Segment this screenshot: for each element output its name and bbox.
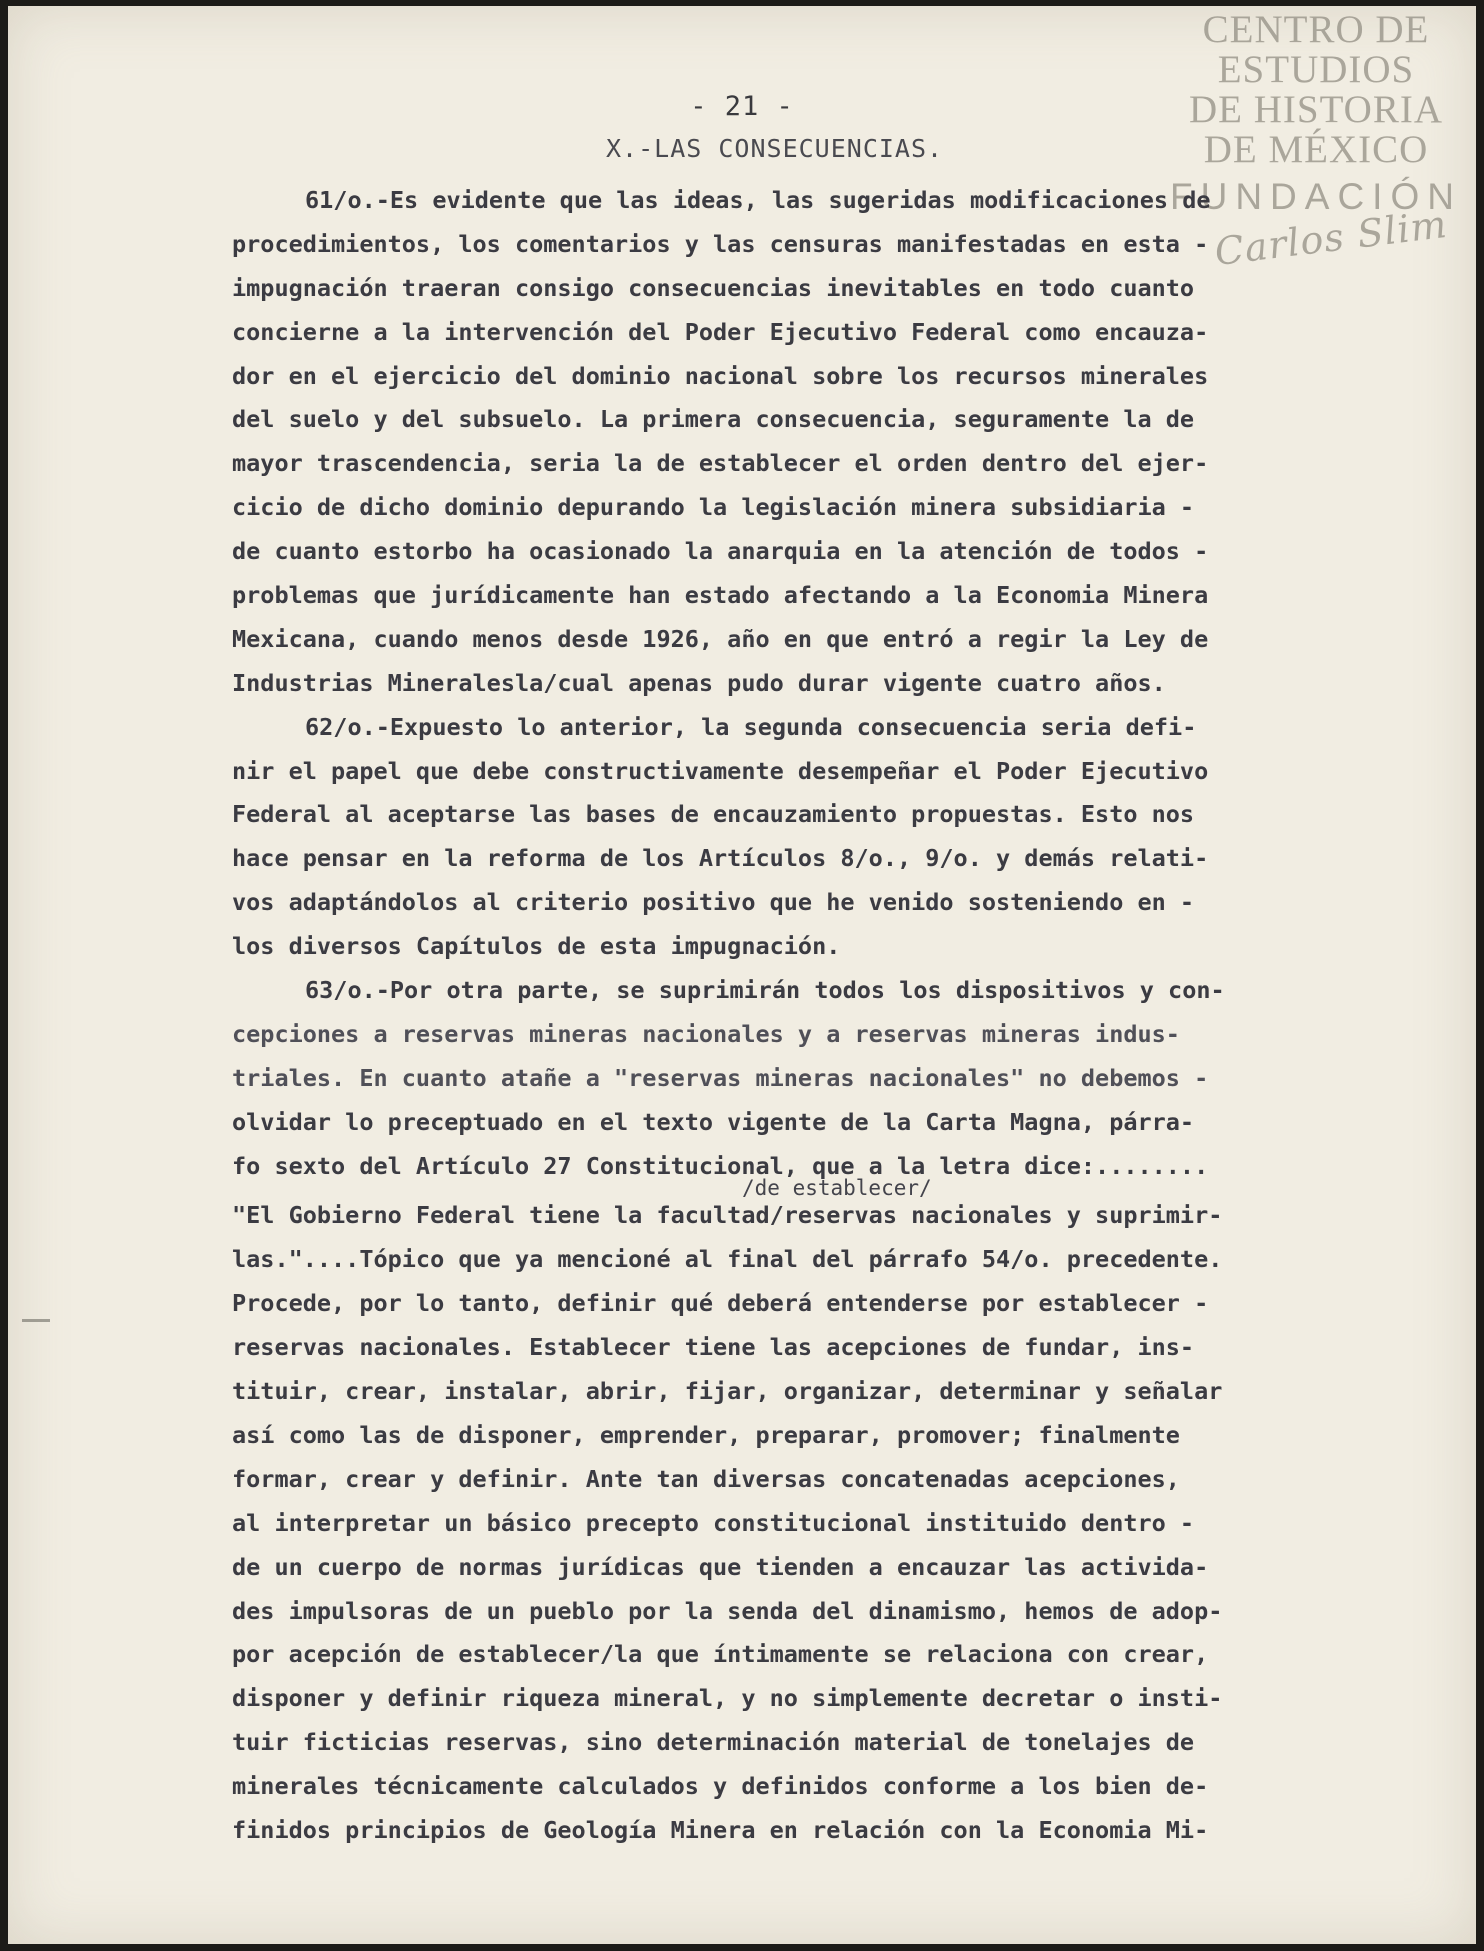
text-line: al interpretar un básico precepto constitucional instituido dentro - [232,1508,1195,1537]
body-text [232,179,1460,1853]
text-line: cicio de dicho dominio depurando la legislación minera subsidiaria - [232,493,1195,522]
text-line: impugnación traeran consigo consecuencias inevitables en todo cuanto [232,273,1195,302]
text-line: procedimientos, los comentarios y las censuras manifestadas en esta - [232,229,1209,258]
text-line: vos adaptándolos al criterio positivo que he venido sosteniendo en - [232,888,1195,917]
text-line: fo sexto del Artículo 27 Constitucional, que a la letra dice:........ [232,1151,1209,1180]
text-line: tuir ficticias reservas, sino determinación material de tonelajes de [232,1728,1195,1757]
text-line: Industrias Mineralesla/cual apenas pudo durar vigente cuatro años. [232,668,1166,697]
page-number: - 21 - [690,91,794,122]
text-line: concierne a la intervención del Poder Ejecutivo Federal como encauza- [232,317,1209,346]
stamp-line: DE MÉXICO [1203,128,1429,171]
text-line: de un cuerpo de normas jurídicas que tienden a encauzar las activida- [232,1552,1209,1581]
text-line: hace pensar en la reforma de los Artículos 8/o., 9/o. y demás relati- [232,844,1209,873]
text-line: problemas que jurídicamente han estado afectando a la Economia Minera [232,581,1209,610]
text-line: así como las de disponer, emprender, preparar, promover; finalmente [232,1420,1180,1449]
text-line: dor en el ejercicio del dominio nacional sobre los recursos minerales [232,361,1209,390]
interlinear-note: /de establecer/ [742,1176,932,1201]
stamp-signature: Carlos Slim [1212,201,1450,275]
text-line: de cuanto estorbo ha ocasionado la anarquia en la atención de todos - [232,537,1209,566]
stamp-line: CENTRO DE [1202,8,1430,51]
text-line: por acepción de establecer/la que íntimamente se relaciona con crear, [232,1640,1209,1669]
text-line: los diversos Capítulos de esta impugnación. [232,932,841,961]
text-line: des impulsoras de un pueblo por la senda del dinamismo, hemos de adop- [232,1596,1223,1625]
text-line: 62/o.-Expuesto lo anterior, la segunda consecuencia seria defi- [305,712,1197,741]
text-line: mayor trascendencia, seria la de establecer el orden dentro del ejer- [232,449,1209,478]
text-line: formar, crear y definir. Ante tan diversas concatenadas acepciones, [232,1464,1180,1493]
text-line: nir el papel que debe constructivamente desempeñar el Poder Ejecutivo [232,756,1209,785]
text-line: del suelo y del subsuelo. La primera consecuencia, seguramente la de [232,405,1195,434]
text-line: tituir, crear, instalar, abrir, fijar, organizar, determinar y señalar [232,1377,1223,1406]
text-line: olvidar lo preceptuado en el texto vigente de la Carta Magna, párra- [232,1107,1195,1136]
text-line: reservas nacionales. Establecer tiene las acepciones de fundar, ins- [232,1333,1195,1362]
text-line: cepciones a reservas mineras nacionales y a reservas mineras indus- [232,1019,1180,1048]
text-line: Federal al aceptarse las bases de encauzamiento propuestas. Esto nos [232,800,1195,829]
text-line: Mexicana, cuando menos desde 1926, año en que entró a regir la Ley de [232,624,1209,653]
section-title: X.-LAS CONSECUENCIAS. [606,134,944,163]
margin-mark [22,1319,50,1322]
text-line: minerales técnicamente calculados y definidos conforme a los bien de- [232,1772,1209,1801]
stamp-line: DE HISTORIA [1188,88,1444,131]
text-line: 61/o.-Es evidente que las ideas, las sugeridas modificaciones de [305,186,1211,214]
stamp-fundacion: FUNDACIÓN [1170,176,1462,217]
text-line: triales. En cuanto atañe a "reservas mineras nacionales" no debemos - [232,1063,1209,1092]
document-page [8,6,1476,1944]
text-line: "El Gobierno Federal tiene la facultad/reservas nacionales y suprimir- [232,1201,1223,1230]
text-line: Procede, por lo tanto, definir qué deberá entenderse por establecer - [232,1289,1209,1318]
text-line: finidos principios de Geología Minera en relación con la Economia Mi- [232,1815,1209,1844]
text-line: las."....Tópico que ya mencioné al final del párrafo 54/o. precedente. [232,1245,1223,1274]
text-line: disponer y definir riqueza mineral, y no simplemente decretar o insti- [232,1684,1223,1713]
stamp-line: ESTUDIOS [1217,48,1415,91]
text-line: 63/o.-Por otra parte, se suprimirán todos los dispositivos y con- [305,976,1225,1005]
